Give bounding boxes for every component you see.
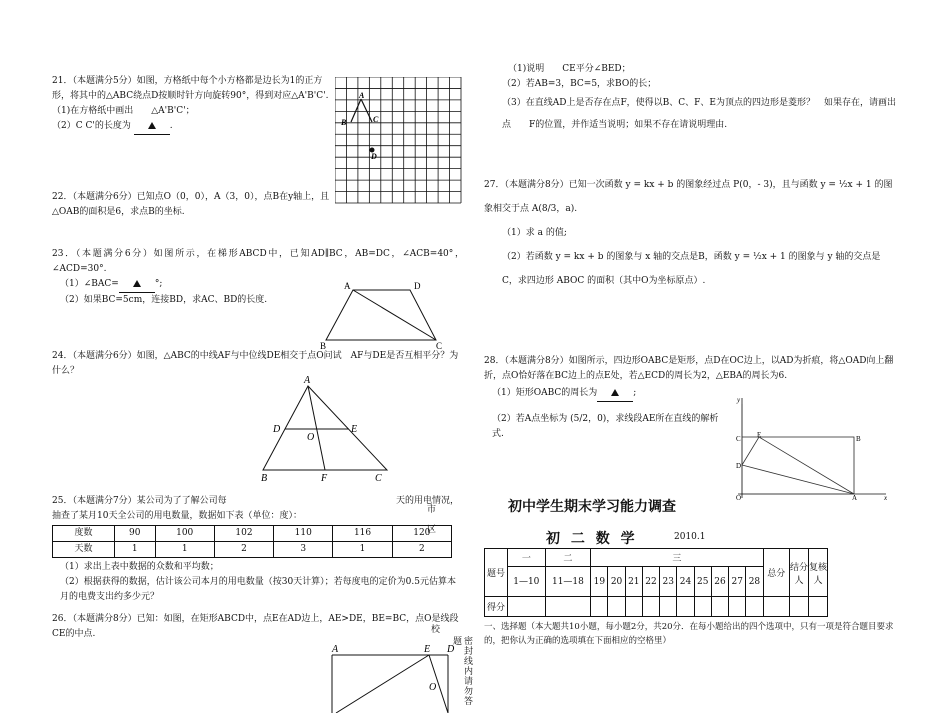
score-cell[interactable] [711,597,728,617]
score-cell[interactable] [642,597,659,617]
q27-block [476,173,896,293]
q25-data-table [52,525,452,558]
q24-text: 24．（本题满分6分）如图，△ABC的中线AF与中位线DE相交于点O问试 AF与DE是否互相平分？为什么？ [52,351,459,376]
table-cell: 1 [333,542,392,558]
table-cell: 100 [155,526,214,542]
table-row [485,597,828,617]
q28-text: 28．（本题满分8分）如图所示，四边形OABC是矩形，点D在OC边上，以AD为折痕，将△OAD向上翻折，点O恰好落在BC边上的点E处，若△ECD的周长为2，△EBA的周长为6. [484,356,894,381]
q21-sub2: （2）C C'的长度为 . [52,119,330,135]
table-cell: 25 [694,567,711,597]
label-e: E [424,645,431,655]
score-cell[interactable] [677,597,694,617]
label-a: A [332,645,339,655]
table-cell: 116 [333,526,392,542]
score-cell[interactable] [545,597,591,617]
label-c: C [373,115,379,124]
label-a: A [359,91,365,100]
table-row [485,549,828,567]
label-b: B [261,473,268,484]
table-cell: 26 [711,567,728,597]
table-cell: 复核人 [809,549,828,597]
q26-block [52,612,464,642]
q28-sub2: （2）若A点坐标为 (5/2，0)，求线段AE所在直线的解析式. [492,414,719,439]
q28-coordinate-figure [722,394,892,500]
score-cell[interactable] [809,597,828,617]
q26-sub2: （2）若AB=3，BC=5，求BO的长； [502,79,657,89]
section-one-instructions [484,620,896,648]
q25-block [52,494,464,605]
label-a: A [852,494,858,500]
table-cell: 天数 [53,542,115,558]
score-cell[interactable] [790,597,809,617]
label-e: E [757,431,762,439]
table-cell: 2 [214,542,273,558]
label-b: B [856,435,861,443]
q26-continued-block [476,62,896,136]
score-cell[interactable] [694,597,711,617]
score-cell[interactable] [746,597,763,617]
binding-text-middle: 校 [429,624,439,634]
label-b: B [341,118,347,127]
score-table [484,548,828,617]
q27-sub1: （1）求 a 的值; [502,228,567,238]
q25-sub2: （2）根据获得的数据，估计该公司本月的用电数量（按30天计算）；若每度电的定价为0.5元估算本月的电费支出约多少元？ [60,577,456,602]
score-cell[interactable] [729,597,746,617]
label-b: B [320,341,327,350]
table-cell: 19 [591,567,608,597]
label-d: D [273,424,281,435]
answer-blank [597,386,633,402]
table-cell: 20 [608,567,625,597]
table-cell: 11—18 [545,567,591,597]
score-cell[interactable] [763,597,789,617]
table-cell: 一 [508,549,546,567]
label-d: D [371,152,377,161]
q23-sub1: （1）∠BAC= °; [52,277,464,293]
q28-sub1: （1）矩形OABC的周长为 ; [484,386,896,402]
table-cell: 1—10 [508,567,546,597]
q26-text: 26．（本题满分8分）已知：如图，在矩形ABCD中，点E在AD边上，AE>DE，BE=BC，点O是线段CE的中点. [52,614,459,639]
table-cell: 24 [677,567,694,597]
table-cell: 110 [274,526,333,542]
q24-triangle-figure [255,372,405,484]
table-row [53,542,452,558]
label-d: D [414,281,421,291]
score-cell[interactable] [508,597,546,617]
label-c: C [736,435,741,443]
table-cell: 结分人 [790,549,809,597]
q26-sub1: （1)说明 CE平分∠BED； [508,64,631,74]
label-o: O [429,682,437,693]
table-cell: 120 [392,526,451,542]
q25-text: 25．（本题满分7分）某公司为了了解公司每 天的用电情况， [52,496,460,506]
answer-blank [119,277,155,293]
section-text: 一、选择题（本大题共10小题，每小题2分，共20分．在每小题给出的四个选项中，只有一项是符合题目要求的，把你认为正确的选项填在下面相应的空格里） [484,622,894,646]
binding-text-left: 市 区 [425,504,435,534]
q25-sub1: （1）求出上表中数据的众数和平均数； [60,562,219,572]
cover-date: 2010.1 [674,532,706,542]
table-cell: 2 [392,542,451,558]
score-cell[interactable] [608,597,625,617]
answer-blank [134,119,170,135]
q21-text: 21．（本题满分5分）如图，方格纸中每个小方格都是边长为1的正方形，将其中的△ABC绕点D按顺时针方向旋转90°，得到对应△A'B'C'. [52,76,329,101]
q22-text: 22．（本题满分6分）已知点O（0，0），A（3，0），点B在y轴上，且△OAB的面积是6，求点B的坐标. [52,192,330,217]
table-cell: 1 [114,542,155,558]
table-cell: 90 [114,526,155,542]
table-row [53,526,452,542]
q25-text2: 抽查了某月10天全公司的用电数量，数据如下表（单位：度）： [52,511,302,521]
label-d: D [447,645,455,655]
table-cell: 度数 [53,526,115,542]
label-e: E [351,424,358,435]
table-cell: 1 [155,542,214,558]
q21-grid-figure [335,77,463,205]
cover-title: 初中学生期末学习能力调查 [508,499,676,515]
table-cell: 二 [545,549,591,567]
score-cell[interactable] [625,597,642,617]
table-cell: 题号 [485,549,508,597]
table-cell: 三 [591,549,763,567]
q21-block [52,74,330,135]
table-cell: 27 [729,567,746,597]
q26-rectangle-figure [328,645,458,713]
table-cell: 得分 [485,597,508,617]
binding-text-right: 密封线内请勿答题 [451,636,472,706]
label-c: C [375,473,382,484]
q23-trapezoid-figure [318,280,448,350]
label-a: A [304,375,311,386]
label-c: C [436,341,443,350]
table-cell: 21 [625,567,642,597]
q23-text: 23．（本题满分6分）如图所示，在梯形ABCD中，已知AD∥BC，AB=DC，∠ACB=40°，∠ACD=30°. [52,249,464,274]
q27-sub2: （2）若函数 y = kx + b 的图象与 x 轴的交点是B，函数 y = ½x + 1 的图象与 y 轴的交点是C，求四边形 ABOC 的面积（其中O为坐标原点）. [502,252,881,286]
label-o: O [307,432,315,443]
table-cell: 102 [214,526,273,542]
q21-sub1: （1)在方格纸中画出 △A'B'C'； [52,106,195,116]
score-cell[interactable] [591,597,608,617]
label-a: A [344,281,351,291]
cover-subtitle: 初 二 数 学 [546,531,638,547]
table-cell: 23 [660,567,677,597]
label-x: x [884,494,888,500]
q26-sub3: （3）在直线AD上是否存在点F，使得以B、C、F、E为顶点的四边形是菱形？ 如果存在，请画出点 F的位置，并作适当说明；如果不存在请说明理由. [502,98,897,130]
table-cell: 28 [746,567,763,597]
label-f: F [321,473,328,484]
table-cell: 总分 [763,549,789,597]
label-d: D [736,462,742,470]
label-y: y [737,396,741,404]
q22-block [52,190,330,220]
table-cell: 3 [274,542,333,558]
q27-text: 27．（本题满分8分）已知一次函数 y = kx + b 的图象经过点 P(0，- 3)，且与函数 y = ½x + 1 的图象相交于点 A(8/3，a). [484,180,893,214]
score-cell[interactable] [660,597,677,617]
q23-sub2: （2）如果BC=5cm，连接BD，求AC、BD的长度. [60,295,268,305]
label-o: O [736,494,742,500]
table-cell: 22 [642,567,659,597]
